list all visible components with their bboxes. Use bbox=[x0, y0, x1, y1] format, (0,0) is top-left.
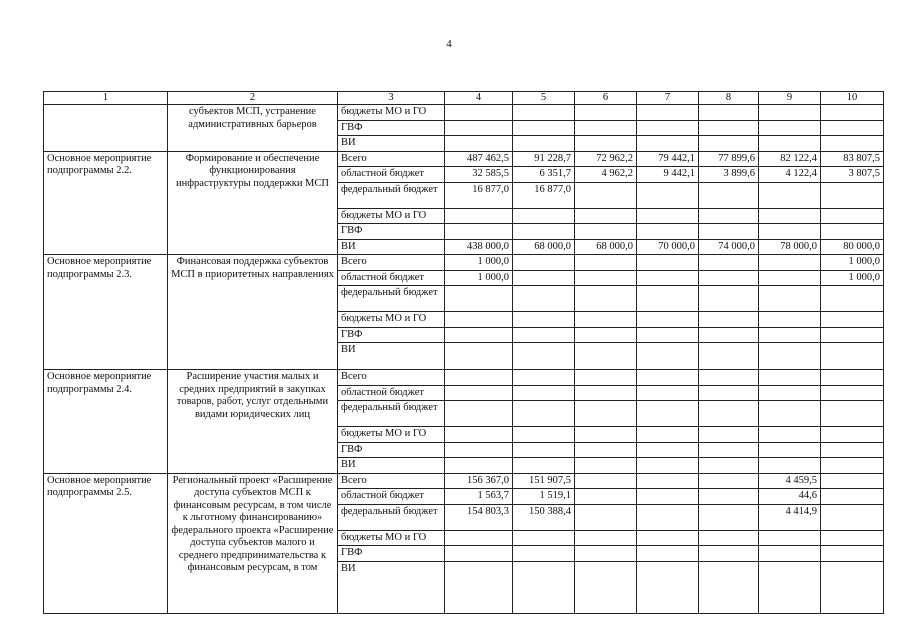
amount-cell bbox=[513, 427, 575, 443]
amount-cell bbox=[637, 105, 699, 121]
funding-source-cell: Всего bbox=[338, 255, 445, 271]
amount-cell bbox=[759, 120, 821, 136]
amount-cell bbox=[513, 530, 575, 546]
amount-cell: 1 519,1 bbox=[513, 489, 575, 505]
table-row bbox=[44, 255, 884, 271]
funding-source-cell: ВИ bbox=[338, 561, 445, 613]
amount-cell bbox=[699, 327, 759, 343]
amount-cell bbox=[699, 255, 759, 271]
amount-cell bbox=[637, 208, 699, 224]
amount-cell bbox=[759, 442, 821, 458]
amount-cell bbox=[821, 401, 884, 427]
amount-cell bbox=[821, 182, 884, 208]
amount-cell bbox=[821, 370, 884, 386]
amount-cell bbox=[513, 312, 575, 328]
amount-cell: 79 442,1 bbox=[637, 151, 699, 167]
amount-cell bbox=[637, 401, 699, 427]
amount-cell bbox=[513, 120, 575, 136]
amount-cell bbox=[637, 286, 699, 312]
amount-cell: 77 899,6 bbox=[699, 151, 759, 167]
amount-cell bbox=[575, 489, 637, 505]
amount-cell bbox=[759, 385, 821, 401]
funding-source-cell: ВИ bbox=[338, 458, 445, 474]
activity-description-cell: субъектов МСП, устранение административных барьеров bbox=[168, 105, 338, 152]
amount-cell bbox=[637, 370, 699, 386]
amount-cell bbox=[637, 546, 699, 562]
amount-cell bbox=[575, 530, 637, 546]
amount-cell: 1 000,0 bbox=[445, 270, 513, 286]
amount-cell bbox=[513, 224, 575, 240]
amount-cell: 487 462,5 bbox=[445, 151, 513, 167]
amount-cell bbox=[821, 473, 884, 489]
funding-source-cell: ГВФ bbox=[338, 442, 445, 458]
amount-cell: 68 000,0 bbox=[513, 239, 575, 255]
amount-cell bbox=[575, 370, 637, 386]
amount-cell bbox=[513, 136, 575, 152]
amount-cell bbox=[513, 442, 575, 458]
amount-cell: 1 000,0 bbox=[821, 270, 884, 286]
table-row bbox=[44, 370, 884, 386]
amount-cell bbox=[637, 561, 699, 613]
amount-cell bbox=[575, 458, 637, 474]
amount-cell bbox=[637, 255, 699, 271]
amount-cell bbox=[821, 224, 884, 240]
funding-source-cell: бюджеты МО и ГО bbox=[338, 427, 445, 443]
amount-cell bbox=[575, 270, 637, 286]
amount-cell bbox=[513, 270, 575, 286]
amount-cell: 3 899,6 bbox=[699, 167, 759, 183]
amount-cell bbox=[759, 182, 821, 208]
amount-cell bbox=[699, 442, 759, 458]
amount-cell bbox=[759, 370, 821, 386]
amount-cell: 151 907,5 bbox=[513, 473, 575, 489]
header-row bbox=[44, 92, 884, 105]
amount-cell bbox=[699, 270, 759, 286]
amount-cell bbox=[699, 208, 759, 224]
amount-cell bbox=[637, 182, 699, 208]
amount-cell bbox=[575, 401, 637, 427]
amount-cell bbox=[513, 327, 575, 343]
amount-cell bbox=[759, 312, 821, 328]
amount-cell bbox=[513, 286, 575, 312]
table-row bbox=[44, 105, 884, 121]
amount-cell bbox=[637, 530, 699, 546]
amount-cell bbox=[699, 312, 759, 328]
amount-cell bbox=[575, 182, 637, 208]
amount-cell bbox=[759, 224, 821, 240]
amount-cell bbox=[821, 327, 884, 343]
amount-cell: 1 000,0 bbox=[445, 255, 513, 271]
amount-cell bbox=[699, 105, 759, 121]
amount-cell bbox=[821, 530, 884, 546]
amount-cell bbox=[759, 208, 821, 224]
amount-cell bbox=[637, 343, 699, 370]
amount-cell bbox=[513, 343, 575, 370]
amount-cell bbox=[513, 105, 575, 121]
amount-cell bbox=[821, 105, 884, 121]
header-cell: 6 bbox=[575, 92, 637, 105]
funding-source-cell: бюджеты МО и ГО bbox=[338, 105, 445, 121]
amount-cell bbox=[699, 286, 759, 312]
amount-cell: 4 414,9 bbox=[759, 504, 821, 530]
amount-cell bbox=[759, 458, 821, 474]
amount-cell bbox=[445, 370, 513, 386]
header-cell: 10 bbox=[821, 92, 884, 105]
activity-description-cell: Региональный проект «Расширение доступа субъектов МСП к финансовым ресурсам, в том числе к льготному финансированию» федерального проекта «Расширение доступа субъектов малого и среднего предпринимательства к финансовым ресурсам, в том bbox=[168, 473, 338, 613]
header-cell: 1 bbox=[44, 92, 168, 105]
amount-cell bbox=[575, 427, 637, 443]
amount-cell bbox=[699, 473, 759, 489]
amount-cell: 4 122,4 bbox=[759, 167, 821, 183]
amount-cell bbox=[699, 489, 759, 505]
amount-cell bbox=[513, 385, 575, 401]
amount-cell: 150 388,4 bbox=[513, 504, 575, 530]
header-cell: 2 bbox=[168, 92, 338, 105]
amount-cell bbox=[445, 385, 513, 401]
amount-cell bbox=[445, 105, 513, 121]
amount-cell bbox=[445, 530, 513, 546]
amount-cell: 4 962,2 bbox=[575, 167, 637, 183]
amount-cell bbox=[445, 286, 513, 312]
amount-cell bbox=[445, 120, 513, 136]
amount-cell bbox=[699, 224, 759, 240]
funding-source-cell: областной бюджет bbox=[338, 385, 445, 401]
amount-cell bbox=[699, 136, 759, 152]
funding-source-cell: бюджеты МО и ГО bbox=[338, 312, 445, 328]
amount-cell bbox=[821, 312, 884, 328]
activity-name-cell: Основное мероприятие подпрограммы 2.3. bbox=[44, 255, 168, 370]
amount-cell bbox=[445, 343, 513, 370]
amount-cell bbox=[759, 561, 821, 613]
amount-cell bbox=[575, 561, 637, 613]
amount-cell bbox=[575, 286, 637, 312]
amount-cell bbox=[445, 442, 513, 458]
funding-source-cell: бюджеты МО и ГО bbox=[338, 530, 445, 546]
amount-cell bbox=[637, 504, 699, 530]
amount-cell bbox=[699, 561, 759, 613]
amount-cell: 72 962,2 bbox=[575, 151, 637, 167]
funding-source-cell: ВИ bbox=[338, 136, 445, 152]
funding-source-cell: Всего bbox=[338, 370, 445, 386]
amount-cell: 32 585,5 bbox=[445, 167, 513, 183]
activity-name-cell bbox=[44, 105, 168, 152]
activity-description-cell: Формирование и обеспечение функционирования инфраструктуры поддержки МСП bbox=[168, 151, 338, 255]
amount-cell: 3 807,5 bbox=[821, 167, 884, 183]
amount-cell bbox=[699, 120, 759, 136]
funding-source-cell: ВИ bbox=[338, 239, 445, 255]
amount-cell bbox=[699, 530, 759, 546]
amount-cell bbox=[759, 343, 821, 370]
table-row bbox=[44, 151, 884, 167]
funding-source-cell: ГВФ bbox=[338, 120, 445, 136]
amount-cell bbox=[445, 401, 513, 427]
amount-cell bbox=[445, 224, 513, 240]
amount-cell bbox=[575, 442, 637, 458]
amount-cell bbox=[445, 327, 513, 343]
amount-cell bbox=[513, 546, 575, 562]
amount-cell bbox=[445, 458, 513, 474]
amount-cell: 1 563,7 bbox=[445, 489, 513, 505]
amount-cell bbox=[821, 561, 884, 613]
amount-cell bbox=[759, 530, 821, 546]
header-cell: 8 bbox=[699, 92, 759, 105]
amount-cell bbox=[575, 385, 637, 401]
amount-cell bbox=[699, 401, 759, 427]
amount-cell bbox=[821, 286, 884, 312]
amount-cell bbox=[445, 208, 513, 224]
amount-cell bbox=[821, 442, 884, 458]
amount-cell: 6 351,7 bbox=[513, 167, 575, 183]
funding-source-cell: ВИ bbox=[338, 343, 445, 370]
amount-cell bbox=[699, 343, 759, 370]
table-body bbox=[44, 92, 884, 614]
amount-cell: 74 000,0 bbox=[699, 239, 759, 255]
amount-cell bbox=[513, 208, 575, 224]
budget-table bbox=[43, 91, 884, 614]
amount-cell bbox=[821, 504, 884, 530]
table-row bbox=[44, 473, 884, 489]
amount-cell bbox=[821, 208, 884, 224]
amount-cell bbox=[445, 136, 513, 152]
amount-cell bbox=[821, 427, 884, 443]
amount-cell bbox=[513, 255, 575, 271]
amount-cell: 91 228,7 bbox=[513, 151, 575, 167]
amount-cell bbox=[699, 182, 759, 208]
amount-cell bbox=[637, 224, 699, 240]
amount-cell bbox=[575, 136, 637, 152]
amount-cell bbox=[445, 561, 513, 613]
amount-cell: 83 807,5 bbox=[821, 151, 884, 167]
funding-source-cell: ГВФ bbox=[338, 546, 445, 562]
amount-cell bbox=[637, 312, 699, 328]
amount-cell bbox=[821, 120, 884, 136]
funding-source-cell: областной бюджет bbox=[338, 167, 445, 183]
funding-source-cell: Всего bbox=[338, 473, 445, 489]
funding-source-cell: федеральный бюджет bbox=[338, 504, 445, 530]
amount-cell: 78 000,0 bbox=[759, 239, 821, 255]
funding-source-cell: федеральный бюджет bbox=[338, 182, 445, 208]
amount-cell bbox=[513, 401, 575, 427]
amount-cell bbox=[821, 136, 884, 152]
amount-cell: 438 000,0 bbox=[445, 239, 513, 255]
amount-cell: 80 000,0 bbox=[821, 239, 884, 255]
amount-cell: 154 803,3 bbox=[445, 504, 513, 530]
amount-cell bbox=[637, 385, 699, 401]
amount-cell bbox=[575, 327, 637, 343]
amount-cell bbox=[759, 136, 821, 152]
amount-cell bbox=[513, 561, 575, 613]
header-cell: 4 bbox=[445, 92, 513, 105]
amount-cell bbox=[821, 546, 884, 562]
amount-cell: 9 442,1 bbox=[637, 167, 699, 183]
amount-cell: 156 367,0 bbox=[445, 473, 513, 489]
amount-cell bbox=[445, 427, 513, 443]
amount-cell bbox=[759, 327, 821, 343]
activity-name-cell: Основное мероприятие подпрограммы 2.5. bbox=[44, 473, 168, 613]
header-cell: 9 bbox=[759, 92, 821, 105]
amount-cell bbox=[445, 312, 513, 328]
amount-cell: 44,6 bbox=[759, 489, 821, 505]
amount-cell bbox=[637, 442, 699, 458]
activity-description-cell: Расширение участия малых и средних предприятий в закупках товаров, работ, услуг отдельными видами юридических лиц bbox=[168, 370, 338, 474]
funding-source-cell: федеральный бюджет bbox=[338, 286, 445, 312]
amount-cell bbox=[575, 105, 637, 121]
amount-cell bbox=[637, 427, 699, 443]
amount-cell: 1 000,0 bbox=[821, 255, 884, 271]
amount-cell bbox=[575, 546, 637, 562]
amount-cell bbox=[759, 427, 821, 443]
amount-cell bbox=[637, 136, 699, 152]
amount-cell bbox=[759, 105, 821, 121]
amount-cell bbox=[637, 120, 699, 136]
amount-cell bbox=[575, 255, 637, 271]
amount-cell: 16 877,0 bbox=[445, 182, 513, 208]
amount-cell bbox=[637, 489, 699, 505]
amount-cell: 82 122,4 bbox=[759, 151, 821, 167]
amount-cell bbox=[699, 458, 759, 474]
amount-cell bbox=[637, 327, 699, 343]
amount-cell bbox=[575, 120, 637, 136]
amount-cell bbox=[699, 546, 759, 562]
funding-source-cell: ГВФ bbox=[338, 224, 445, 240]
amount-cell bbox=[821, 385, 884, 401]
header-cell: 3 bbox=[338, 92, 445, 105]
amount-cell bbox=[821, 458, 884, 474]
amount-cell bbox=[575, 208, 637, 224]
amount-cell bbox=[759, 401, 821, 427]
amount-cell bbox=[759, 270, 821, 286]
amount-cell bbox=[699, 385, 759, 401]
amount-cell bbox=[699, 427, 759, 443]
amount-cell bbox=[637, 458, 699, 474]
amount-cell bbox=[637, 270, 699, 286]
header-cell: 5 bbox=[513, 92, 575, 105]
header-cell: 7 bbox=[637, 92, 699, 105]
activity-name-cell: Основное мероприятие подпрограммы 2.4. bbox=[44, 370, 168, 474]
amount-cell bbox=[575, 473, 637, 489]
amount-cell bbox=[575, 343, 637, 370]
activity-description-cell: Финансовая поддержка субъектов МСП в приоритетных направлениях bbox=[168, 255, 338, 370]
amount-cell: 68 000,0 bbox=[575, 239, 637, 255]
funding-source-cell: областной бюджет bbox=[338, 489, 445, 505]
funding-source-cell: ГВФ bbox=[338, 327, 445, 343]
amount-cell bbox=[575, 312, 637, 328]
amount-cell bbox=[513, 370, 575, 386]
activity-name-cell: Основное мероприятие подпрограммы 2.2. bbox=[44, 151, 168, 255]
amount-cell bbox=[445, 546, 513, 562]
amount-cell bbox=[575, 224, 637, 240]
page-number: 4 bbox=[446, 38, 452, 50]
funding-source-cell: федеральный бюджет bbox=[338, 401, 445, 427]
amount-cell bbox=[699, 504, 759, 530]
funding-source-cell: бюджеты МО и ГО bbox=[338, 208, 445, 224]
amount-cell: 16 877,0 bbox=[513, 182, 575, 208]
funding-source-cell: Всего bbox=[338, 151, 445, 167]
amount-cell bbox=[759, 286, 821, 312]
amount-cell bbox=[759, 255, 821, 271]
amount-cell bbox=[513, 458, 575, 474]
amount-cell: 4 459,5 bbox=[759, 473, 821, 489]
amount-cell bbox=[821, 343, 884, 370]
amount-cell bbox=[759, 546, 821, 562]
amount-cell bbox=[699, 370, 759, 386]
funding-source-cell: областной бюджет bbox=[338, 270, 445, 286]
amount-cell bbox=[575, 504, 637, 530]
amount-cell bbox=[821, 489, 884, 505]
amount-cell: 70 000,0 bbox=[637, 239, 699, 255]
amount-cell bbox=[637, 473, 699, 489]
